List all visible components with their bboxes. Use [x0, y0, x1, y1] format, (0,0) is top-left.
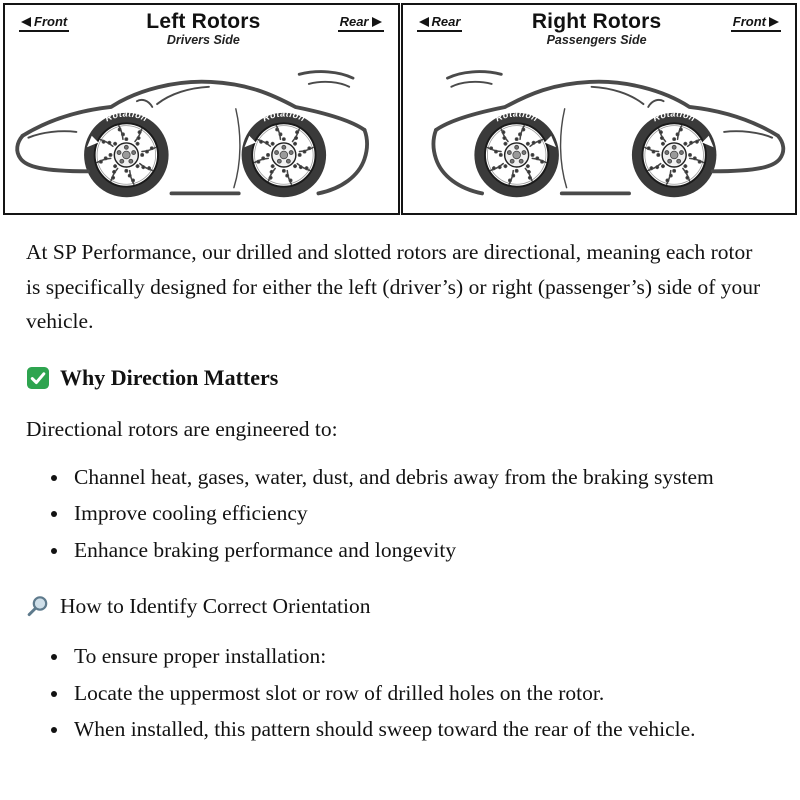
car-outline: [17, 72, 367, 198]
direction-text: Rear: [339, 14, 369, 29]
direction-text: Front: [34, 14, 68, 29]
left-arrow-icon: [419, 17, 429, 27]
rear-direction-label: [338, 14, 384, 32]
rear-direction-label: [417, 14, 463, 32]
direction-text: Rear: [431, 14, 461, 29]
why-direction-list: [26, 460, 772, 567]
engineered-to-lead: Directional rotors are engineered to:: [26, 416, 338, 441]
panel-title: Left Rotors: [146, 10, 261, 33]
list-item: • When installed, this pattern should sweep toward the rear of the vehicle.: [70, 712, 772, 746]
front-direction-label: [731, 14, 781, 32]
list-item: • Improve cooling efficiency: [70, 496, 772, 530]
right-panel-title-block: [532, 11, 662, 47]
panel-title: Right Rotors: [531, 10, 662, 33]
magnifying-glass-icon: [26, 594, 50, 618]
heading-text: Why Direction Matters: [60, 365, 279, 391]
intro-paragraph: At SP Performance, our drilled and slotted rotors are directional, meaning each rotor is specifically designed for either the left (driver’s) or right (passenger’s) side of your vehicle.: [26, 240, 761, 333]
car-outline: [433, 72, 783, 198]
heading-text: How to Identify Correct Orientation: [60, 594, 371, 619]
why-direction-heading: [26, 360, 772, 395]
direction-text: Front: [732, 14, 766, 29]
right-panel-header: [411, 9, 788, 47]
panel-subtitle: Drivers Side: [166, 33, 240, 48]
list-item: • Enhance braking performance and longevity: [70, 533, 772, 567]
article-body: [0, 215, 800, 746]
left-arrow-icon: [21, 17, 31, 27]
identify-orientation-list: [26, 639, 772, 746]
list-item: • Locate the uppermost slot or row of drilled holes on the rotor.: [70, 676, 772, 710]
car-illustration-right: [411, 49, 788, 211]
check-mark-icon: [26, 366, 50, 390]
rotor-direction-diagram: [3, 3, 797, 215]
identify-orientation-heading: [26, 589, 772, 623]
list-item: • Channel heat, gases, water, dust, and debris away from the braking system: [70, 460, 772, 494]
car-illustration-left: [13, 49, 390, 211]
left-rotors-panel: [3, 3, 400, 215]
front-direction-label: [19, 14, 69, 32]
panel-subtitle: Passengers Side: [546, 33, 647, 48]
page: [0, 3, 800, 747]
right-arrow-icon: [769, 17, 779, 27]
left-panel-title-block: [146, 11, 260, 47]
list-item: • To ensure proper installation:: [70, 639, 772, 673]
left-panel-header: [13, 9, 390, 47]
right-arrow-icon: [372, 17, 382, 27]
right-rotors-panel: [401, 3, 798, 215]
